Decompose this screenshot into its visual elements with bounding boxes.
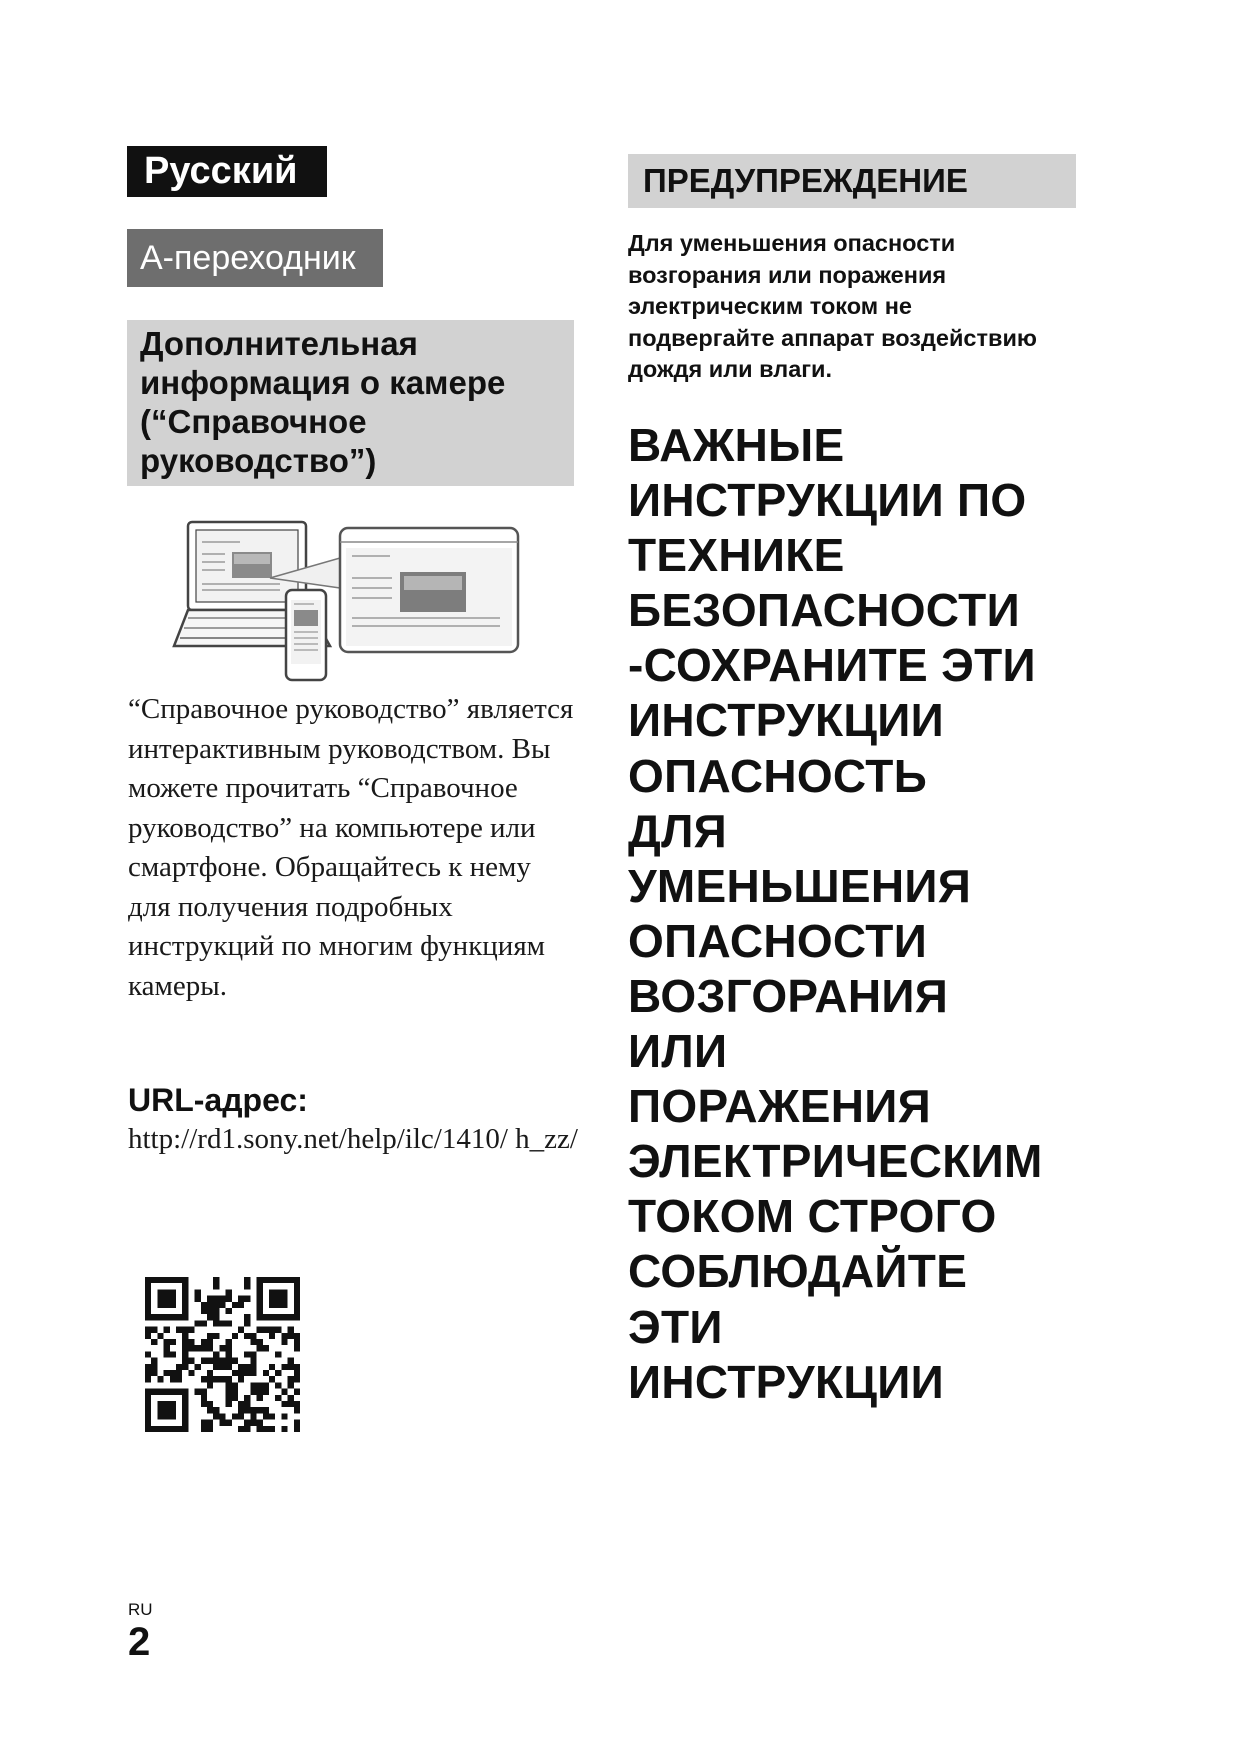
laptop-smartphone-help-guide-illustration: [170, 518, 530, 683]
help-guide-description: “Справочное руководство” является интерактивным руководством. Вы можете прочитать “Справочное руководство” на компьютере или смартфоне. Обращайтесь к нему для получения подробных инструкций по многим функциям камеры.: [128, 693, 574, 1002]
url-label: URL-адрес:: [128, 1082, 308, 1118]
language-code: RU: [128, 1600, 153, 1619]
help-guide-url[interactable]: http://rd1.sony.net/help/ilc/1410/ h_zz/: [128, 1123, 578, 1155]
smartphone-icon: [286, 590, 326, 680]
help-guide-heading-box: [127, 320, 574, 486]
warning-title: ПРЕДУПРЕЖДЕНИЕ: [628, 154, 1076, 208]
language-tab: Русский: [127, 146, 327, 197]
browser-window-icon: [340, 528, 518, 652]
section-bar: А-переходник: [127, 229, 383, 287]
help-guide-heading: Дополнительная информация о камере (“Справочное руководство”): [140, 325, 506, 479]
qr-code-icon[interactable]: [145, 1277, 300, 1432]
safety-instructions-heading: ВАЖНЫЕ ИНСТРУКЦИИ ПО ТЕХНИКЕ БЕЗОПАСНОСТИ -СОХРАНИТЕ ЭТИ ИНСТРУКЦИИ ОПАСНОСТЬ ДЛЯ УМЕНЬШЕНИЯ ОПАСНОСТИ ВОЗГОРАНИЯ ИЛИ ПОРАЖЕНИЯ ЭЛЕКТРИЧЕСКИМ ТОКОМ СТРОГО СОБЛЮДАЙТЕ ЭТИ ИНСТРУКЦИИ: [628, 419, 1043, 1408]
page-number: 2: [128, 1620, 151, 1664]
warning-text: Для уменьшения опасности возгорания или поражения электрическим током не подвергайте аппарат воздействию дождя или влаги.: [628, 230, 1037, 382]
